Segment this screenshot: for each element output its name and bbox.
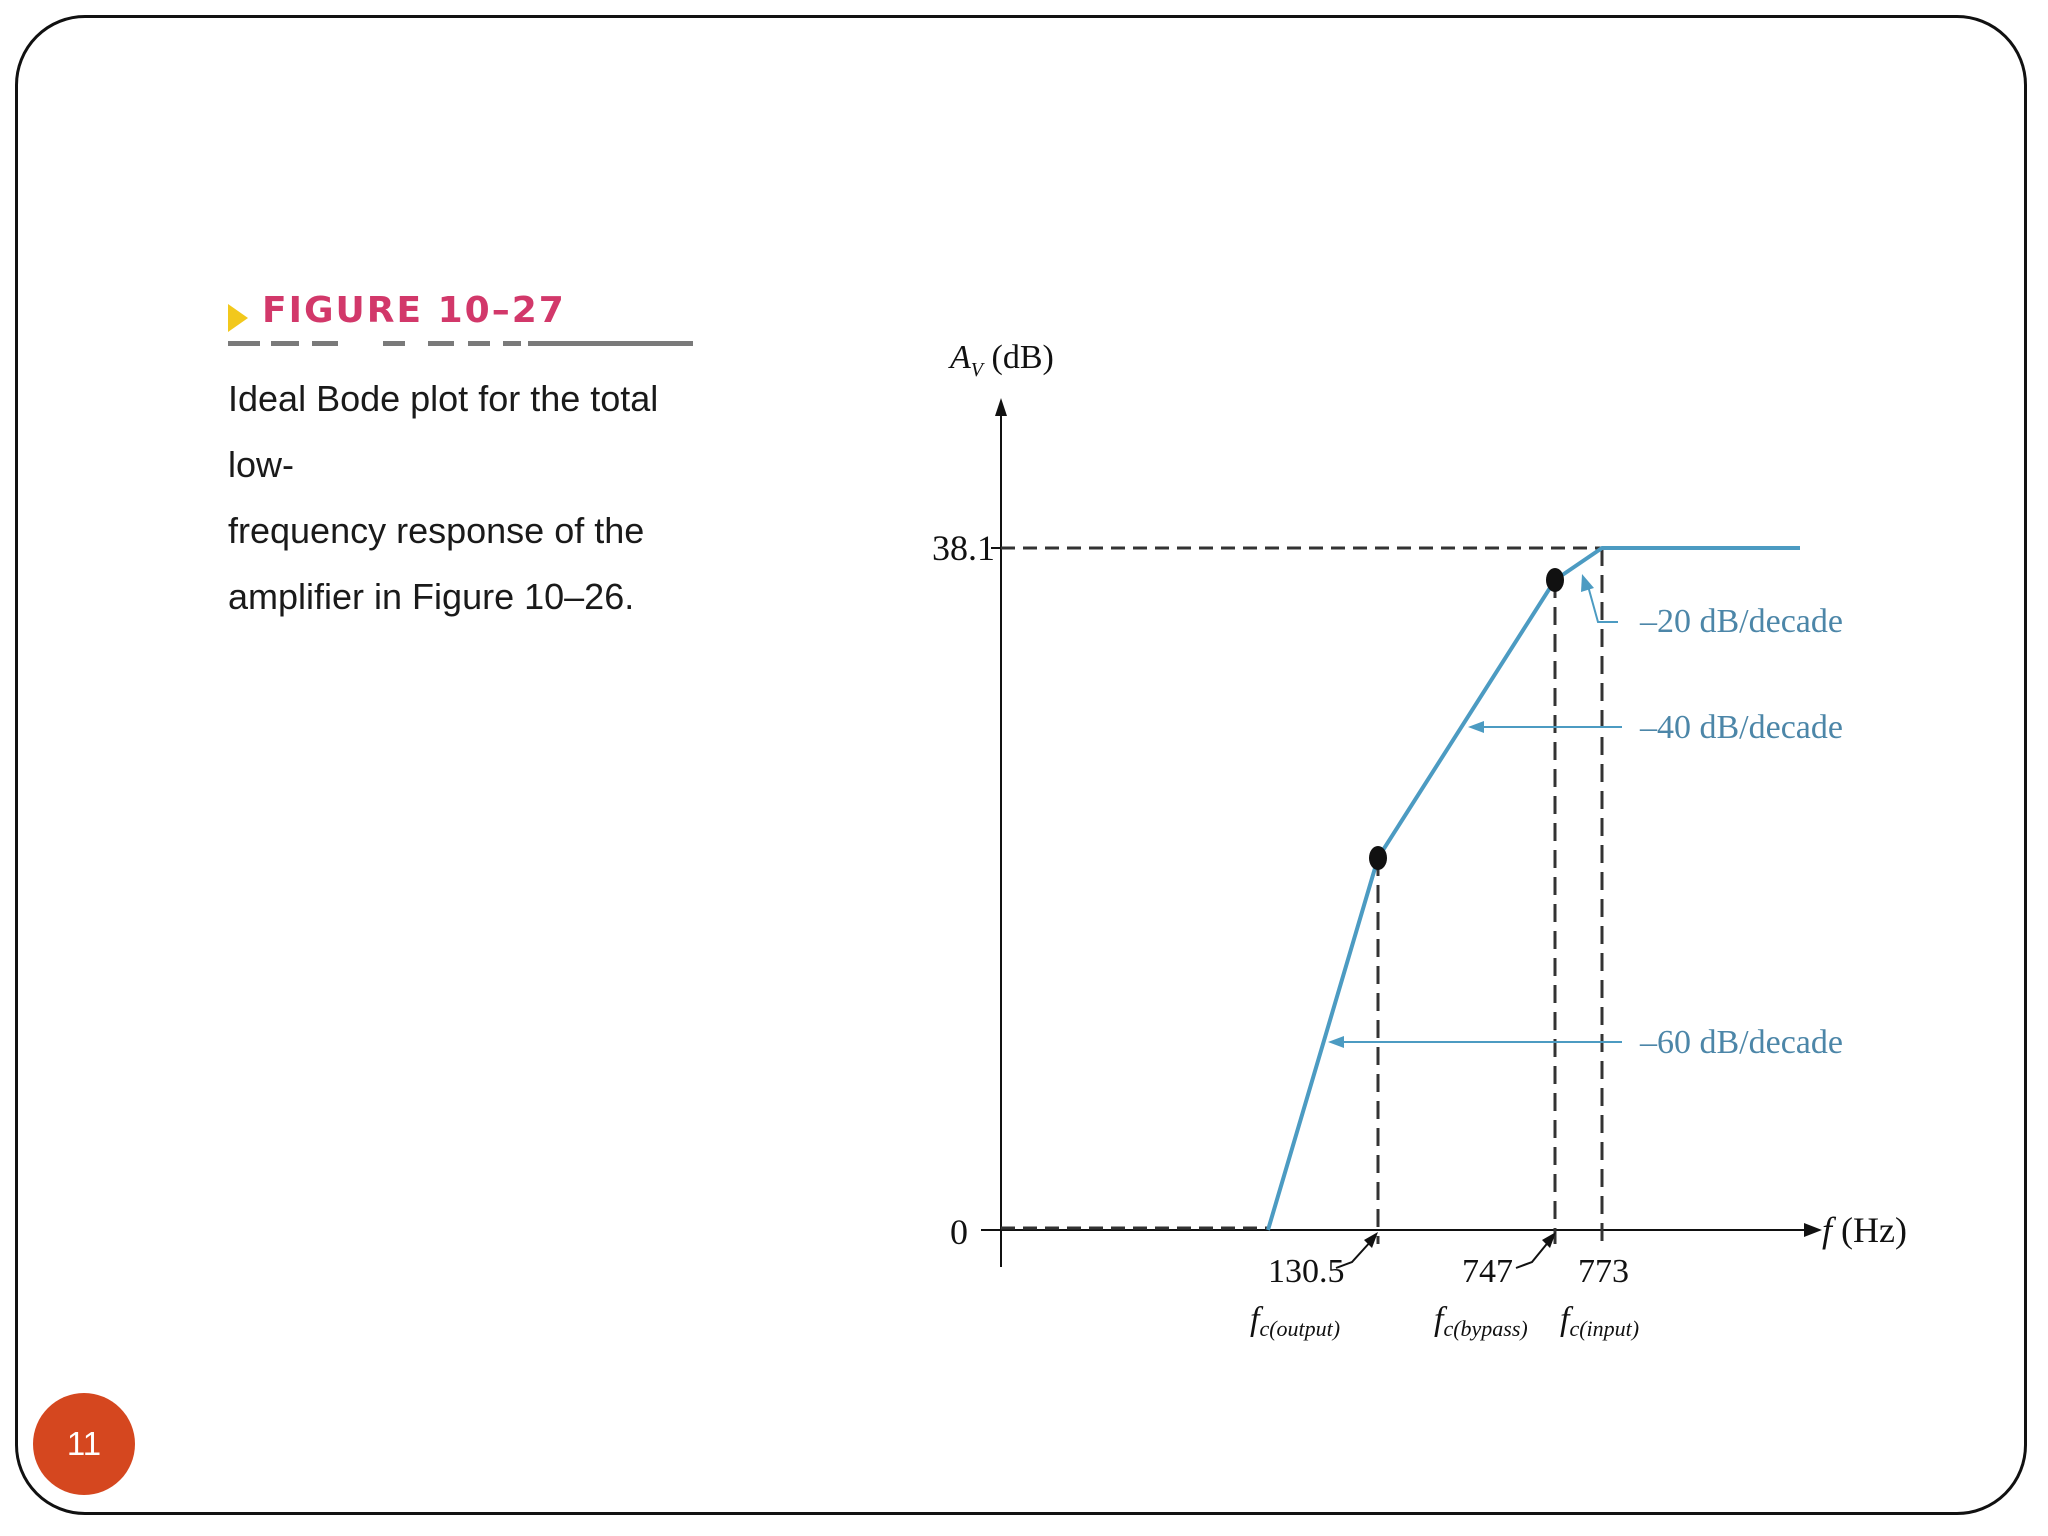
page-number-badge: 11 bbox=[33, 1393, 135, 1495]
slope-pointer-arrow-icon bbox=[1328, 1036, 1344, 1048]
caption-line: Ideal Bode plot for the total low- bbox=[228, 378, 659, 485]
caption-line: amplifier in Figure 10–26. bbox=[228, 576, 635, 617]
slope-pointer-arrow-icon bbox=[1468, 721, 1484, 733]
y-axis-label: $A_V$ (dB) bbox=[950, 339, 1054, 381]
x-axis-label: f (Hz) bbox=[1822, 1210, 1907, 1250]
breakpoint-dot bbox=[1546, 568, 1564, 592]
bode-curve bbox=[1268, 548, 1800, 1230]
breakpoint-dot bbox=[1369, 846, 1387, 870]
slope-label: –20 dB/decade bbox=[1640, 603, 1843, 640]
caption-line: frequency response of the bbox=[228, 510, 645, 551]
breakpoint-name: fc(input) bbox=[1560, 1301, 1640, 1341]
y-axis-arrow-icon bbox=[995, 398, 1007, 416]
hook-line bbox=[1516, 1240, 1550, 1268]
figure-label: FIGURE 10–27 bbox=[262, 290, 566, 331]
breakpoint-name: fc(bypass) bbox=[1434, 1301, 1528, 1341]
breakpoint-value: 773 bbox=[1578, 1253, 1629, 1290]
x-axis-arrow-icon bbox=[1804, 1223, 1822, 1237]
y-tick-label: 38.1 bbox=[932, 528, 995, 568]
slope-label: –60 dB/decade bbox=[1640, 1024, 1843, 1061]
y-tick-label: 0 bbox=[950, 1212, 968, 1252]
breakpoint-value: 130.5 bbox=[1268, 1253, 1345, 1290]
breakpoint-name: fc(output) bbox=[1250, 1301, 1341, 1341]
breakpoint-value: 747 bbox=[1462, 1253, 1513, 1290]
slope-pointer-arrow-icon bbox=[1581, 574, 1594, 592]
slope-label: –40 dB/decade bbox=[1640, 709, 1843, 746]
